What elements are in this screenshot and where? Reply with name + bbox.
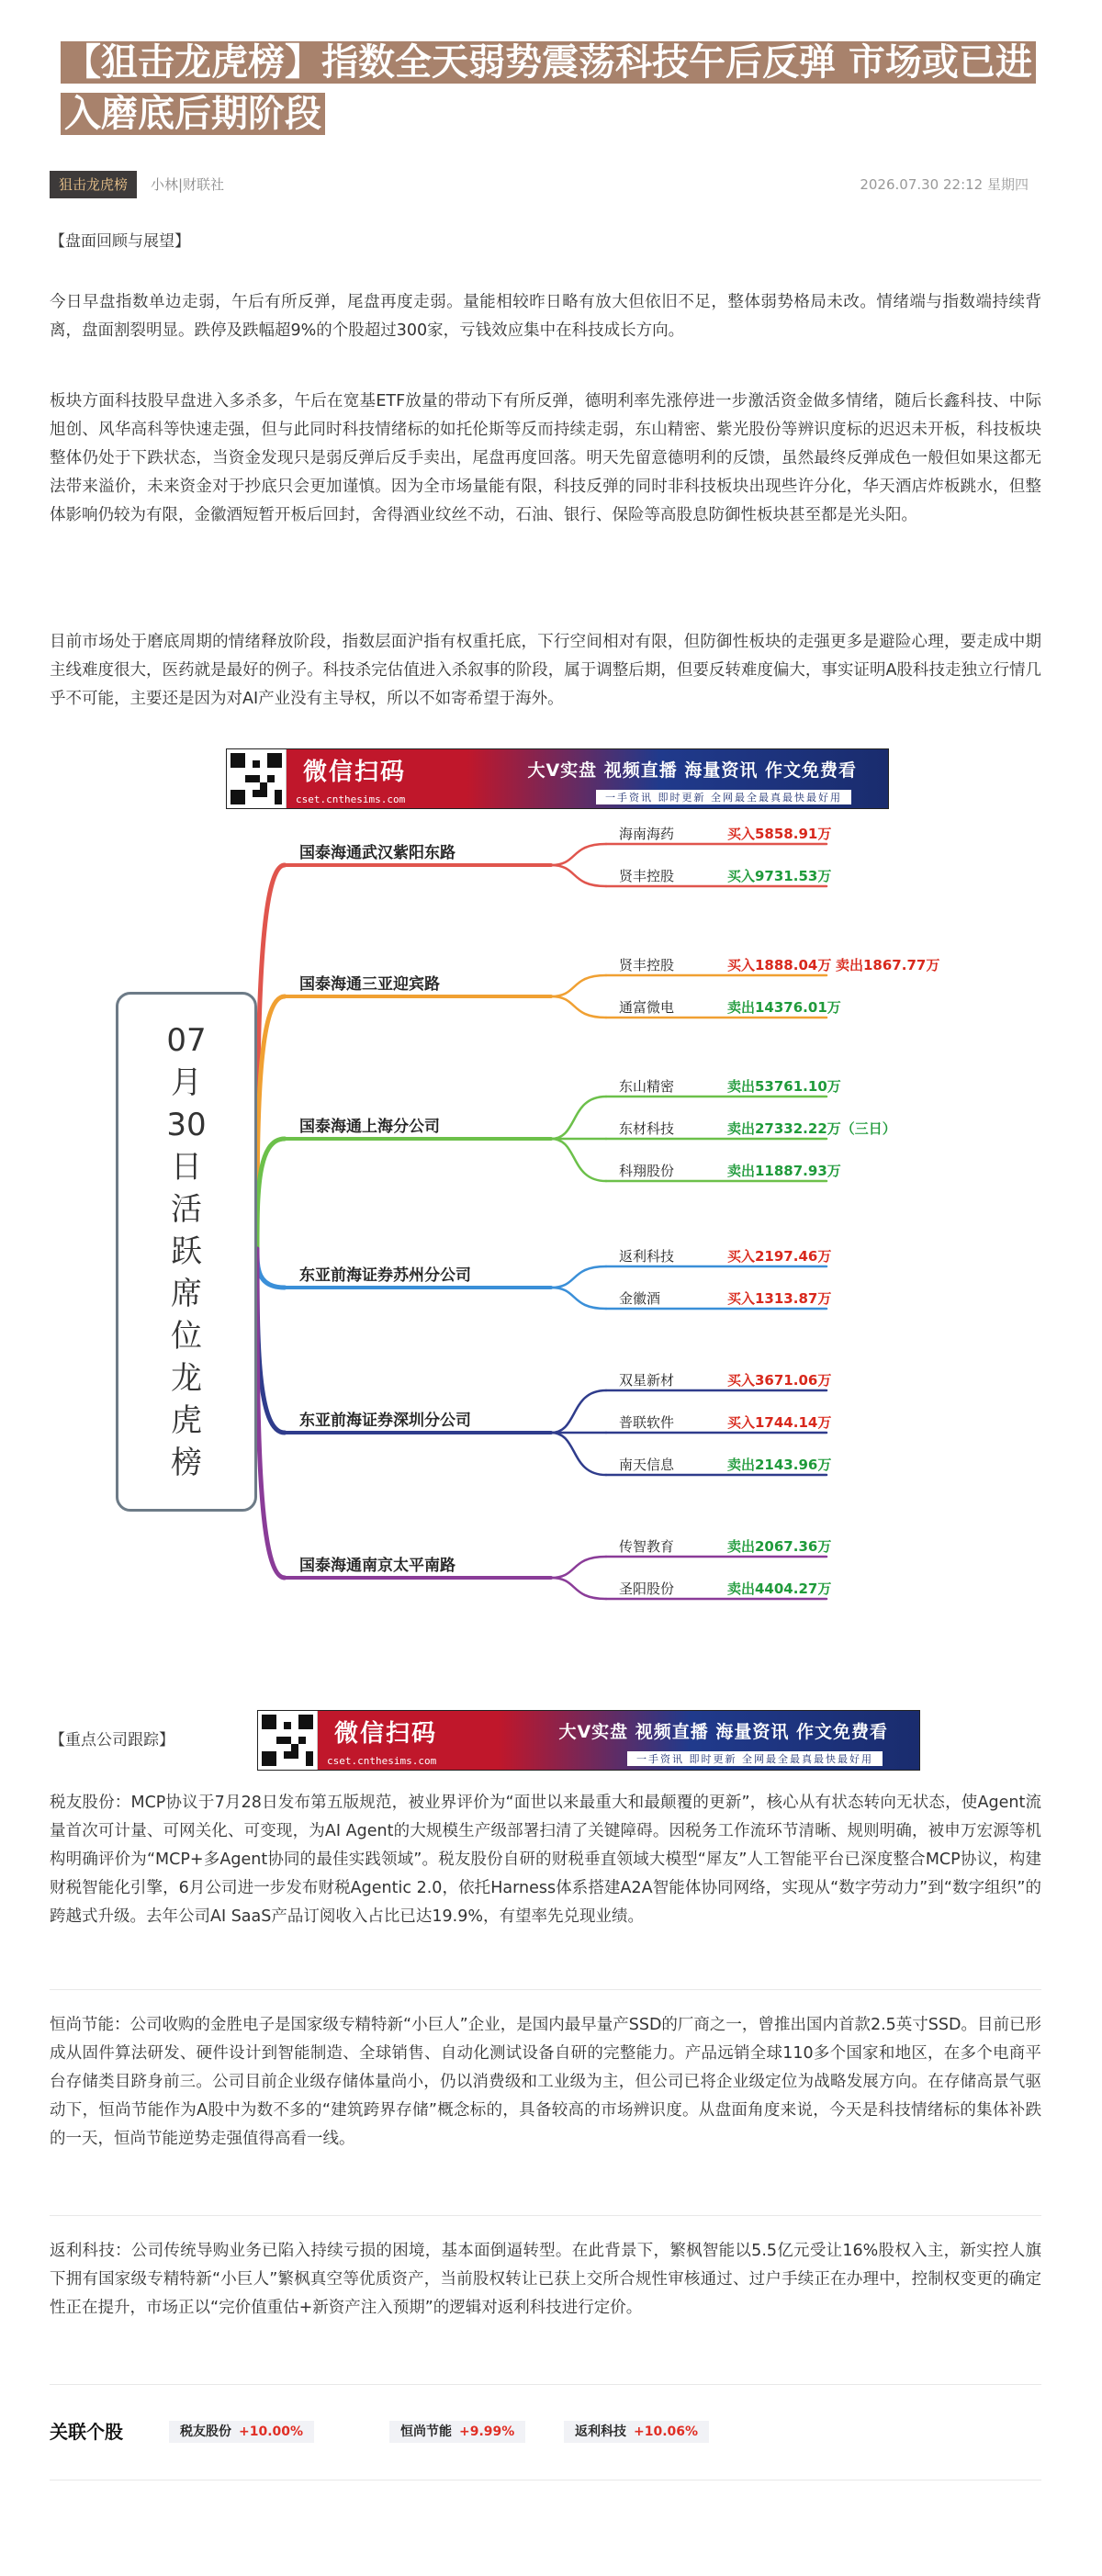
- related-stock-change: +9.99%: [459, 2424, 515, 2439]
- mindmap-connector: [551, 975, 606, 996]
- mindmap-branch-label: 国泰海通上海分公司: [299, 1118, 440, 1136]
- mindmap-connector: [551, 1139, 606, 1181]
- banner-sub: 一手资讯 即时更新 全网最全最真最快最好用: [627, 1751, 883, 1766]
- mindmap-branch-label: 国泰海通南京太平南路: [299, 1557, 455, 1575]
- mindmap-stock-name: 东材科技: [619, 1120, 675, 1137]
- center-char: 跃: [171, 1233, 202, 1270]
- related-stock-name: 恒尚节能: [400, 2424, 452, 2439]
- focus-heading: 【重点公司跟踪】: [50, 1731, 174, 1749]
- center-char: 07: [166, 1022, 207, 1059]
- related-stock-name: 税友股份: [180, 2424, 231, 2439]
- mindmap-connector: [551, 1557, 606, 1578]
- divider: [50, 2215, 1041, 2216]
- center-char: 龙: [171, 1360, 202, 1397]
- mindmap-stock-name: 传智教育: [619, 1538, 675, 1555]
- mindmap-branch-label: 国泰海通武汉紫阳东路: [299, 844, 455, 862]
- review-paragraph-3: 目前市场处于磨底周期的情绪释放阶段，指数层面沪指有权重托底，下行空间相对有限，但防御性板块的走强更多是避险心理，要走成中期主线难度很大，医药就是最好的例子。科技杀完估值进入杀叙事的阶段，属于调整后期，但要反转难度偏大，事实证明A股科技走独立行情几乎不可能，主要还是因为对AI产业没有主导权，所以不如寄希望于海外。: [50, 633, 1041, 708]
- mindmap-stock-name: 金徽酒: [619, 1290, 661, 1307]
- banner-body: [318, 1711, 919, 1770]
- article-title-wrap: [61, 37, 1043, 140]
- divider: [50, 2384, 1041, 2385]
- qr-code-icon: [227, 749, 287, 808]
- mindmap-deal-amount: 卖出2143.96万: [727, 1457, 832, 1473]
- center-char: 位: [171, 1318, 202, 1355]
- related-stock-change: +10.06%: [634, 2424, 699, 2439]
- mindmap-stock-name: 通富微电: [619, 999, 675, 1016]
- mindmap-deal-amount: 买入1744.14万: [727, 1414, 832, 1431]
- banner-site: cset.cnthesims.com: [327, 1755, 437, 1767]
- center-char: 30: [166, 1107, 207, 1143]
- review-paragraph-1: 今日早盘指数单边走弱，午后有所反弹，尾盘再度走弱。量能相较昨日略有放大但依旧不足，整体弱势格局未改。情绪端与指数端持续背离，盘面割裂明显。跌停及跌幅超9%的个股超过300家，亏钱效应集中在科技成长方向。: [50, 293, 1041, 340]
- mindmap-connector: [551, 996, 606, 1018]
- mindmap-connector: [551, 1433, 606, 1475]
- mindmap-deal-amount: 买入1313.87万: [727, 1290, 832, 1307]
- center-char: 活: [171, 1191, 202, 1228]
- banner-scan-text: 微信扫码: [334, 1720, 438, 1748]
- mindmap-deal-amount: 买入2197.46万: [727, 1248, 832, 1265]
- mindmap-deal-amount: 卖出2067.36万: [727, 1538, 832, 1555]
- mindmap-branch-label: 东亚前海证券深圳分公司: [299, 1412, 471, 1430]
- related-stock-chip[interactable]: [169, 2421, 314, 2443]
- mindmap-deal-amount: 买入5858.91万: [727, 826, 832, 842]
- related-stock-change: +10.00%: [239, 2424, 304, 2439]
- center-char: 榜: [171, 1445, 202, 1481]
- mindmap-stock-name: 东山精密: [619, 1078, 675, 1095]
- mindmap-connector: [551, 1288, 606, 1309]
- mindmap-branch-label: 国泰海通三亚迎宾路: [299, 975, 440, 994]
- mindmap-center-box: [116, 992, 257, 1512]
- article-source: 小林|财联社: [151, 176, 225, 193]
- banner-site: cset.cnthesims.com: [296, 793, 406, 805]
- mindmap-stock-name: 返利科技: [619, 1248, 675, 1265]
- mindmap-connector: [551, 865, 606, 886]
- mindmap-stock-name: 贤丰控股: [619, 868, 675, 884]
- divider: [50, 1989, 1041, 1990]
- related-stock-chip[interactable]: [564, 2421, 709, 2443]
- mindmap-connector: [551, 1390, 606, 1433]
- related-label: 关联个股: [50, 2421, 123, 2443]
- mindmap-connector: [551, 1097, 606, 1139]
- mindmap-deal-amount: 卖出1867.77万: [836, 957, 940, 973]
- wechat-banner-2[interactable]: [257, 1710, 920, 1771]
- mindmap-branch-label: 东亚前海证券苏州分公司: [299, 1266, 471, 1285]
- mindmap-connector: [257, 996, 285, 1249]
- mindmap-connector: [551, 1578, 606, 1599]
- center-char: 月: [171, 1064, 202, 1101]
- focus-paragraph-fanli: 返利科技：公司传统导购业务已陷入持续亏损的困境，基本面倒逼转型。在此背景下，繁枫智能以5.5亿元受让16%股权入主，新实控人旗下拥有国家级专精特新“小巨人”繁枫真空等优质资产，当前股权转让已获上交所合规性审核通过、过户手续正在办理中，控制权变更的确定性正在提升，市场正以“完价值重估+新资产注入预期”的逻辑对返利科技进行定价。: [50, 2242, 1041, 2317]
- mindmap-connector: [551, 1266, 606, 1288]
- mindmap-dragon-tiger-list: [101, 808, 983, 1681]
- mindmap-deal-amount: 买入9731.53万: [727, 868, 832, 884]
- center-char: 虎: [171, 1402, 202, 1439]
- related-stock-chip[interactable]: [389, 2421, 525, 2443]
- mindmap-deal-amount: 卖出53761.10万: [727, 1078, 841, 1095]
- article-title: 【狙击龙虎榜】指数全天弱势震荡科技午后反弹 市场或已进入磨底后期阶段: [61, 37, 1043, 140]
- mindmap-connector: [551, 844, 606, 865]
- mindmap-stock-name: 圣阳股份: [619, 1580, 675, 1597]
- mindmap-deal-amount: 买入3671.06万: [727, 1372, 832, 1389]
- mindmap-connector: [257, 1249, 285, 1288]
- mindmap-deal-amount: 卖出27332.22万（三日）: [727, 1120, 896, 1137]
- mindmap-stock-name: 海南海药: [619, 826, 675, 842]
- mindmap-connector: [257, 1139, 285, 1249]
- article-datetime: 2026.07.30 22:12 星期四: [860, 176, 1029, 193]
- center-char: 日: [171, 1149, 202, 1186]
- review-paragraph-2: 板块方面科技股早盘进入多杀多，午后在宽基ETF放量的带动下有所反弹，德明利率先涨停进一步激活资金做多情绪，随后长鑫科技、中际旭创、风华高科等快速走强，但与此同时科技情绪标的如托伦斯等反而持续走弱，东山精密、紫光股份等辨识度标的迟迟未开板，科技板块整体仍处于下跌状态，当资金发现只是弱反弹后反手卖出，尾盘再度回落。明天先留意德明利的反馈，虽然最终反弹成色一般但如果这都无法带来溢价，未来资金对于抄底只会更加谨慎。因为全市场量能有限，科技反弹的同时非科技板块出现些许分化，华天酒店炸板跳水，但整体影响仍较为有限，金徽酒短暂开板后回封，舍得酒业纹丝不动，石油、银行、保险等高股息防御性板块甚至都是光头阳。: [50, 392, 1041, 524]
- mindmap-deal-amount: 卖出11887.93万: [727, 1163, 841, 1179]
- focus-paragraph-shuiyou: 税友股份：MCP协议于7月28日发布第五版规范，被业界评价为“面世以来最重大和最颠覆的更新”，核心从有状态转向无状态，使Agent流量首次可计量、可网关化、可变现，为AI Agent的大规模生产级部署扫清了关键障碍。因税务工作流环节清晰、规则明确，被申万宏源等机构明确评价为“MCP+多Agent协同的最佳实践领域”。税友股份自研的财税垂直领域大模型“犀友”人工智能平台已深度整合MCP协议，构建财税智能化引擎，6月公司进一步发布财税Agentic 2.0，依托Harness体系搭建A2A智能体协同网络，实现从“数字劳动力”到“数字组织”的跨越式升级。去年公司AI SaaS产品订阅收入占比已达19.9%，有望率先兑现业绩。: [50, 1794, 1041, 1926]
- article-meta: [50, 171, 1029, 198]
- qr-code-icon: [258, 1711, 318, 1770]
- mindmap-stock-name: 南天信息: [619, 1457, 675, 1473]
- banner-slogan: 大V实盘 视频直播 海量资讯 作文免费看: [527, 760, 857, 781]
- mindmap-deal-amount: 卖出14376.01万: [727, 999, 841, 1016]
- banner-scan-text: 微信扫码: [303, 759, 407, 786]
- review-heading: 【盘面回顾与展望】: [50, 232, 190, 251]
- banner-body: [287, 749, 888, 808]
- mindmap-stock-name: 科翔股份: [619, 1163, 675, 1179]
- mindmap-deal-amount: 买入1888.04万: [727, 957, 832, 973]
- related-stock-name: 返利科技: [575, 2424, 626, 2439]
- column-tag[interactable]: 狙击龙虎榜: [50, 171, 137, 198]
- related-stocks: [50, 2413, 1041, 2450]
- mindmap-stock-name: 贤丰控股: [619, 957, 675, 973]
- mindmap-deal-amount: 卖出4404.27万: [727, 1580, 832, 1597]
- mindmap-stock-name: 双星新材: [619, 1372, 675, 1389]
- focus-paragraph-hengshang: 恒尚节能：公司收购的金胜电子是国家级专精特新“小巨人”企业，是国内最早量产SSD的厂商之一，曾推出国内首款2.5英寸SSD。目前已形成从固件算法研发、硬件设计到智能制造、全球销售、自动化测试设备自研的完整能力。产品远销全球110多个国家和地区，在多个电商平台存储类目跻身前三。公司目前企业级存储体量尚小，仍以消费级和工业级为主，但公司已将企业级定位为战略发展方向。在存储高景气驱动下，恒尚节能作为A股中为数不多的“建筑跨界存储”概念标的，具备较高的市场辨识度。从盘面角度来说，今天是科技情绪标的集体补跌的一天，恒尚节能逆势走强值得高看一线。: [50, 2016, 1041, 2148]
- mindmap-connector: [257, 1249, 285, 1578]
- center-char: 席: [171, 1276, 202, 1312]
- wechat-banner-1[interactable]: [226, 748, 889, 809]
- mindmap-stock-name: 普联软件: [619, 1414, 675, 1431]
- banner-sub: 一手资讯 即时更新 全网最全最真最快最好用: [596, 790, 851, 804]
- banner-slogan: 大V实盘 视频直播 海量资讯 作文免费看: [558, 1722, 888, 1742]
